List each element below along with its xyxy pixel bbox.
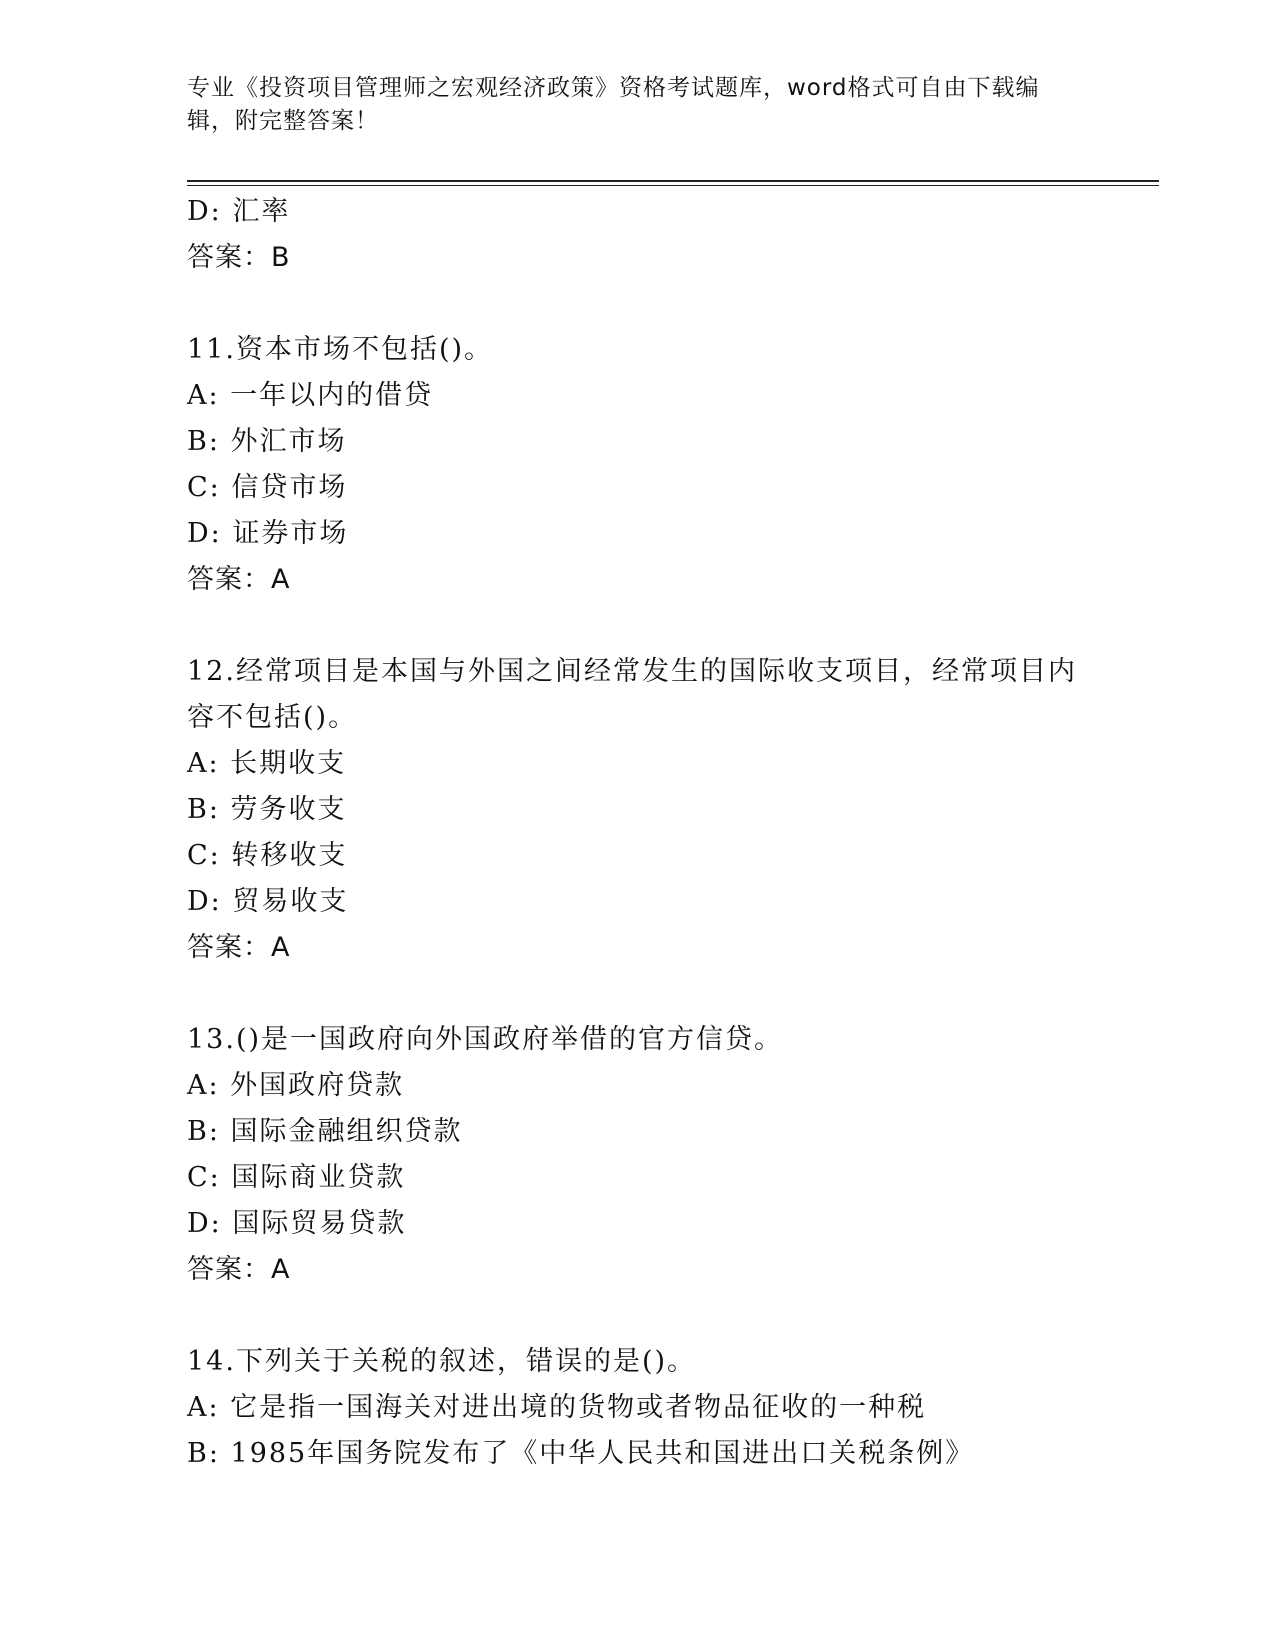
option-a: A: 长期收支 <box>187 748 347 779</box>
option-b: B: 劳务收支 <box>187 794 347 825</box>
option-d: D: 证券市场 <box>187 518 349 549</box>
document-body <box>187 189 1087 1477</box>
question-13 <box>187 1017 1087 1293</box>
option-b: B: 国际金融组织贷款 <box>187 1116 463 1147</box>
option-d: D: 贸易收支 <box>187 886 349 917</box>
answer: 答案：A <box>187 564 291 595</box>
question-stem: 13.()是一国政府向外国政府举借的官方信贷。 <box>187 1024 784 1055</box>
option-c: C: 信贷市场 <box>187 472 348 503</box>
option-d: D: 国际贸易贷款 <box>187 1208 407 1239</box>
header-rule-thin <box>187 185 1159 186</box>
question-stem: 11.资本市场不包括()。 <box>187 334 494 365</box>
option-c: C: 国际商业贷款 <box>187 1162 406 1193</box>
option-a: A: 它是指一国海关对进出境的货物或者物品征收的一种税 <box>187 1392 927 1423</box>
answer: 答案：B <box>187 242 291 273</box>
option-a: A: 外国政府贷款 <box>187 1070 405 1101</box>
question-stem: 12.经常项目是本国与外国之间经常发生的国际收支项目，经常项目内容不包括()。 <box>187 656 1077 733</box>
question-12 <box>187 649 1087 971</box>
question-11 <box>187 327 1087 603</box>
header-rule-thick <box>187 180 1159 182</box>
option-c: C: 转移收支 <box>187 840 348 871</box>
answer: 答案：A <box>187 1254 291 1285</box>
document-header: 专业《投资项目管理师之宏观经济政策》资格考试题库，word格式可自由下载编辑，附完整答案！ <box>187 75 1040 134</box>
question-14 <box>187 1339 1087 1477</box>
option-b: B: 外汇市场 <box>187 426 347 457</box>
answer: 答案：A <box>187 932 291 963</box>
option-b: B: 1985年国务院发布了《中华人民共和国进出口关税条例》 <box>187 1438 975 1469</box>
option-d: D: 汇率 <box>187 196 291 227</box>
question-stem: 14.下列关于关税的叙述，错误的是()。 <box>187 1346 697 1377</box>
option-a: A: 一年以内的借贷 <box>187 380 434 411</box>
